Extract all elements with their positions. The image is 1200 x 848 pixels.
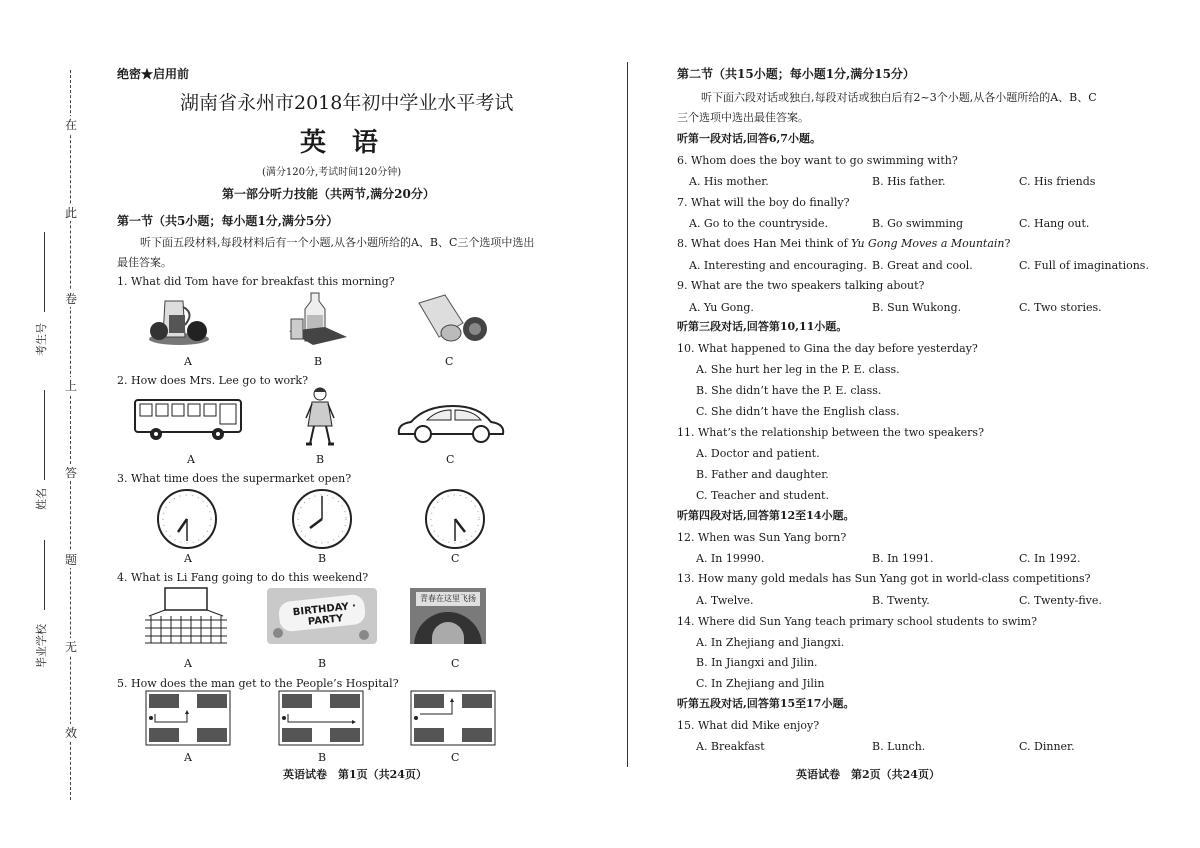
option-c-label: C bbox=[445, 355, 454, 368]
option-c-label: C bbox=[451, 552, 460, 565]
question-10: 10. What happened to Gina the day before yesterday? bbox=[677, 342, 978, 355]
q7-option-a: A. Go to the countryside. bbox=[689, 217, 828, 230]
exam-title: 湖南省永州市2018年初中学业水平考试 bbox=[180, 92, 514, 114]
milk-bread-picture bbox=[143, 291, 215, 351]
option-a-label: A bbox=[184, 552, 192, 565]
binding-char: 题 bbox=[64, 553, 77, 567]
q9-option-a: A. Yu Gong. bbox=[689, 301, 754, 314]
q11-option-b: B. Father and daughter. bbox=[696, 468, 829, 481]
route-map-b bbox=[278, 690, 364, 750]
q15-option-c: C. Dinner. bbox=[1019, 740, 1075, 753]
route-map-c bbox=[410, 690, 496, 750]
section1-title: 第一节（共5小题；每小题1分,满分5分） bbox=[117, 214, 339, 228]
name-label: 姓名 bbox=[35, 488, 48, 510]
binding-char: 上 bbox=[64, 379, 77, 393]
section2-title: 第二节（共15小题；每小题1分,满分15分） bbox=[677, 67, 915, 81]
q9-option-c: C. Two stories. bbox=[1019, 301, 1102, 314]
option-a-label: A bbox=[184, 751, 192, 764]
question-2: 2. How does Mrs. Lee go to work? bbox=[117, 374, 308, 387]
q12-option-a: A. In 19990. bbox=[696, 552, 765, 565]
question-14: 14. Where did Sun Yang teach primary school students to swim? bbox=[677, 615, 1037, 628]
q10-option-c: C. She didn’t have the English class. bbox=[696, 405, 900, 418]
dialogue-1-heading: 听第一段对话,回答6,7小题。 bbox=[677, 132, 821, 145]
question-9: 9. What are the two speakers talking about? bbox=[677, 279, 925, 292]
section2-intro: 听下面六段对话或独白,每段对话或独白后有2~3个小题,从各小题所给的A、B、C bbox=[701, 91, 1097, 104]
option-a-label: A bbox=[184, 355, 192, 368]
option-b-label: B bbox=[316, 453, 325, 466]
q13-option-b: B. Twenty. bbox=[872, 594, 930, 607]
stage-banner-text: 青春在这里飞扬 bbox=[416, 592, 480, 606]
q14-option-a: A. In Zhejiang and Jiangxi. bbox=[696, 636, 845, 649]
section1-intro: 听下面五段材料,每段材料后有一个小题,从各小题所给的A、B、C三个选项中选出 bbox=[140, 236, 535, 249]
question-13: 13. How many gold medals has Sun Yang got in world-class competitions? bbox=[677, 572, 1091, 585]
q8-option-c: C. Full of imaginations. bbox=[1019, 259, 1149, 272]
question-6: 6. Whom does the boy want to go swimming with? bbox=[677, 154, 958, 167]
birthday-party-picture bbox=[267, 588, 377, 644]
q7-option-c: C. Hang out. bbox=[1019, 217, 1090, 230]
binding-char: 在 bbox=[64, 118, 77, 132]
dialogue-3-heading: 听第三段对话,回答第10,11小题。 bbox=[677, 320, 848, 333]
q13-option-c: C. Twenty-five. bbox=[1019, 594, 1102, 607]
binding-dashed-line bbox=[70, 70, 71, 800]
clock-b-picture bbox=[291, 488, 353, 554]
subject-title: 英 语 bbox=[300, 128, 379, 158]
birthday-banner-text: BIRTHDAY · PARTY bbox=[292, 600, 357, 628]
question-15: 15. What did Mike enjoy? bbox=[677, 719, 820, 732]
q6-option-c: C. His friends bbox=[1019, 175, 1096, 188]
dialogue-4-heading: 听第四段对话,回答第12至14小题。 bbox=[677, 509, 855, 522]
route-map-a bbox=[145, 690, 231, 750]
name-line bbox=[44, 390, 45, 480]
q7-option-b: B. Go swimming bbox=[872, 217, 964, 230]
binding-char: 答 bbox=[64, 466, 77, 480]
book-title: Yu Gong Moves a Mountain bbox=[851, 237, 1005, 250]
secret-label: 绝密★启用前 bbox=[117, 67, 190, 81]
clock-c-picture bbox=[424, 488, 486, 554]
binding-char: 无 bbox=[64, 640, 77, 654]
question-5: 5. How does the man get to the People’s Hospital? bbox=[117, 677, 399, 690]
q12-option-c: C. In 1992. bbox=[1019, 552, 1081, 565]
part-title: 第一部分听力技能（共两节,满分20分） bbox=[222, 187, 435, 201]
bus-picture bbox=[132, 396, 248, 446]
question-8: 8. What does Han Mei think of Yu Gong Moves a Mountain? bbox=[677, 237, 1011, 250]
option-a-label: A bbox=[187, 453, 195, 466]
page-footer-right: 英语试卷 第2页（共24页） bbox=[796, 768, 940, 781]
option-a-label: A bbox=[184, 657, 192, 670]
page-footer-left: 英语试卷 第1页（共24页） bbox=[283, 768, 427, 781]
section2-intro-cont: 三个选项中选出最佳答案。 bbox=[677, 111, 809, 124]
option-b-label: B bbox=[318, 751, 327, 764]
question-11: 11. What’s the relationship between the two speakers? bbox=[677, 426, 984, 439]
section1-intro-cont: 最佳答案。 bbox=[117, 256, 172, 269]
q11-option-a: A. Doctor and patient. bbox=[696, 447, 820, 460]
q10-option-a: A. She hurt her leg in the P. E. class. bbox=[696, 363, 900, 376]
walking-girl-picture bbox=[300, 386, 340, 452]
option-c-label: C bbox=[451, 657, 460, 670]
q13-option-a: A. Twelve. bbox=[696, 594, 754, 607]
binding-char: 卷 bbox=[64, 292, 77, 306]
q14-option-b: B. In Jiangxi and Jilin. bbox=[696, 656, 818, 669]
option-c-label: C bbox=[446, 453, 455, 466]
cinema-picture bbox=[143, 586, 229, 648]
q14-option-c: C. In Zhejiang and Jilin bbox=[696, 677, 825, 690]
dialogue-5-heading: 听第五段对话,回答第15至17小题。 bbox=[677, 697, 855, 710]
question-3: 3. What time does the supermarket open? bbox=[117, 472, 352, 485]
q12-option-b: B. In 1991. bbox=[872, 552, 934, 565]
score-note: (满分120分,考试时间120分钟) bbox=[262, 167, 402, 178]
binding-char: 效 bbox=[64, 726, 77, 740]
q8-option-a: A. Interesting and encouraging. bbox=[689, 259, 867, 272]
q8-option-b: B. Great and cool. bbox=[872, 259, 973, 272]
car-picture bbox=[395, 402, 507, 448]
stage-picture bbox=[410, 588, 486, 644]
question-4: 4. What is Li Fang going to do this weekend? bbox=[117, 571, 369, 584]
milk-bottle-picture bbox=[285, 291, 349, 351]
q15-option-a: A. Breakfast bbox=[696, 740, 765, 753]
option-b-label: B bbox=[318, 552, 327, 565]
q11-option-c: C. Teacher and student. bbox=[696, 489, 829, 502]
question-7: 7. What will the boy do finally? bbox=[677, 196, 850, 209]
page-divider bbox=[627, 62, 628, 767]
q9-option-b: B. Sun Wukong. bbox=[872, 301, 962, 314]
option-b-label: B bbox=[314, 355, 323, 368]
eggs-picture bbox=[415, 293, 491, 351]
option-c-label: C bbox=[451, 751, 460, 764]
school-line bbox=[44, 540, 45, 610]
option-b-label: B bbox=[318, 657, 327, 670]
candidate-number-line bbox=[44, 232, 45, 312]
q15-option-b: B. Lunch. bbox=[872, 740, 926, 753]
q6-option-b: B. His father. bbox=[872, 175, 946, 188]
question-12: 12. When was Sun Yang born? bbox=[677, 531, 847, 544]
school-label: 毕业学校 bbox=[35, 624, 48, 668]
question-1: 1. What did Tom have for breakfast this morning? bbox=[117, 275, 395, 288]
clock-a-picture bbox=[156, 488, 218, 554]
binding-char: 此 bbox=[64, 206, 77, 220]
q6-option-a: A. His mother. bbox=[689, 175, 769, 188]
candidate-number-label: 考生号 bbox=[35, 323, 48, 356]
q10-option-b: B. She didn’t have the P. E. class. bbox=[696, 384, 882, 397]
